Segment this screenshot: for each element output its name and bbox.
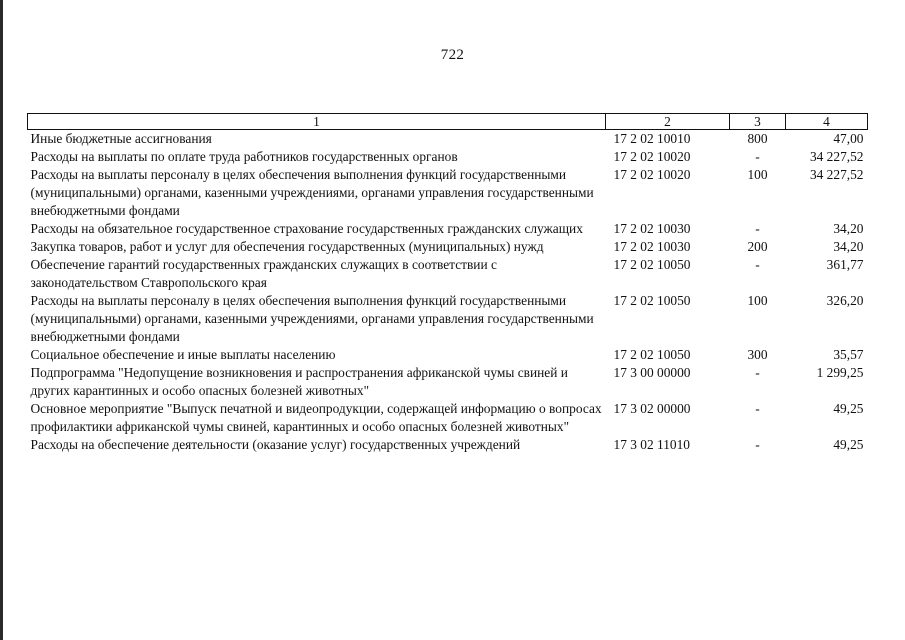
- table-row: [28, 364, 868, 400]
- row-sum: 34 227,52: [809, 167, 864, 182]
- row-sum: 49,25: [833, 437, 864, 452]
- table-row: [28, 436, 868, 454]
- budget-table: [27, 113, 868, 454]
- row-expense-type: 800: [747, 131, 768, 146]
- row-code: 17 2 02 10010: [613, 131, 691, 146]
- row-code: 17 2 02 10050: [613, 257, 691, 272]
- page-number: 722: [440, 47, 465, 63]
- header-col-4: 4: [786, 114, 868, 130]
- header-col-1: 1: [28, 114, 606, 130]
- table-row: [28, 148, 868, 166]
- row-name: Закупка товаров, работ и услуг для обеспечения государственных (муниципальных) нужд: [30, 239, 544, 254]
- row-sum: 47,00: [833, 131, 864, 146]
- row-code: 17 2 02 10020: [613, 167, 691, 182]
- row-name: Обеспечение гарантий государственных гражданских служащих в соответствии с законодательством Ставропольского края: [30, 257, 497, 290]
- row-code: 17 2 02 10030: [613, 239, 691, 254]
- row-expense-type: -: [755, 257, 760, 272]
- row-expense-type: -: [755, 149, 760, 164]
- row-name: Основное мероприятие "Выпуск печатной и видеопродукции, содержащей информацию о вопросах профилактики африканской чумы свиней, карантинных и особо опасных болезней животных": [30, 401, 602, 434]
- row-expense-type: 100: [747, 167, 768, 182]
- row-sum: 326,20: [826, 293, 864, 308]
- row-sum: 361,77: [826, 257, 864, 272]
- row-code: 17 2 02 10030: [613, 221, 691, 236]
- table-row: [28, 292, 868, 346]
- header-col-2: 2: [606, 114, 730, 130]
- table-row: [28, 400, 868, 436]
- row-expense-type: 200: [747, 239, 768, 254]
- row-expense-type: 300: [747, 347, 768, 362]
- row-sum: 34 227,52: [809, 149, 864, 164]
- row-expense-type: -: [755, 437, 760, 452]
- row-code: 17 3 00 00000: [613, 365, 691, 380]
- row-sum: 35,57: [833, 347, 864, 362]
- table-row: [28, 346, 868, 364]
- row-code: 17 3 02 00000: [613, 401, 691, 416]
- scan-edge-line: [0, 0, 3, 640]
- table-row: [28, 256, 868, 292]
- row-code: 17 2 02 10020: [613, 149, 691, 164]
- row-name: Подпрограмма "Недопущение возникновения и распространения африканской чумы свиней и других карантинных и особо опасных болезней животных": [30, 365, 568, 398]
- row-expense-type: -: [755, 365, 760, 380]
- table-row: [28, 220, 868, 238]
- row-expense-type: 100: [747, 293, 768, 308]
- row-name: Расходы на обеспечение деятельности (оказание услуг) государственных учреждений: [30, 437, 521, 452]
- row-sum: 49,25: [833, 401, 864, 416]
- row-name: Социальное обеспечение и иные выплаты населению: [30, 347, 336, 362]
- row-sum: 1 299,25: [816, 365, 864, 380]
- row-code: 17 2 02 10050: [613, 293, 691, 308]
- row-sum: 34,20: [833, 221, 864, 236]
- row-name: Расходы на выплаты персоналу в целях обеспечения выполнения функций государственными (муниципальными) органами, казенными учреждениями, органами управления государственными внебюджетными фондами: [30, 167, 594, 218]
- row-expense-type: -: [755, 401, 760, 416]
- row-sum: 34,20: [833, 239, 864, 254]
- row-name: Расходы на выплаты персоналу в целях обеспечения выполнения функций государственными (муниципальными) органами, казенными учреждениями, органами управления государственными внебюджетными фондами: [30, 293, 594, 344]
- row-expense-type: -: [755, 221, 760, 236]
- table-row: [28, 130, 868, 149]
- table-row: [28, 238, 868, 256]
- row-name: Расходы на выплаты по оплате труда работников государственных органов: [30, 149, 458, 164]
- table-header-row: [28, 114, 868, 130]
- row-code: 17 3 02 11010: [613, 437, 690, 452]
- row-name: Иные бюджетные ассигнования: [30, 131, 212, 146]
- row-name: Расходы на обязательное государственное страхование государственных гражданских служащих: [30, 221, 583, 236]
- header-col-3: 3: [730, 114, 786, 130]
- table-row: [28, 166, 868, 220]
- row-code: 17 2 02 10050: [613, 347, 691, 362]
